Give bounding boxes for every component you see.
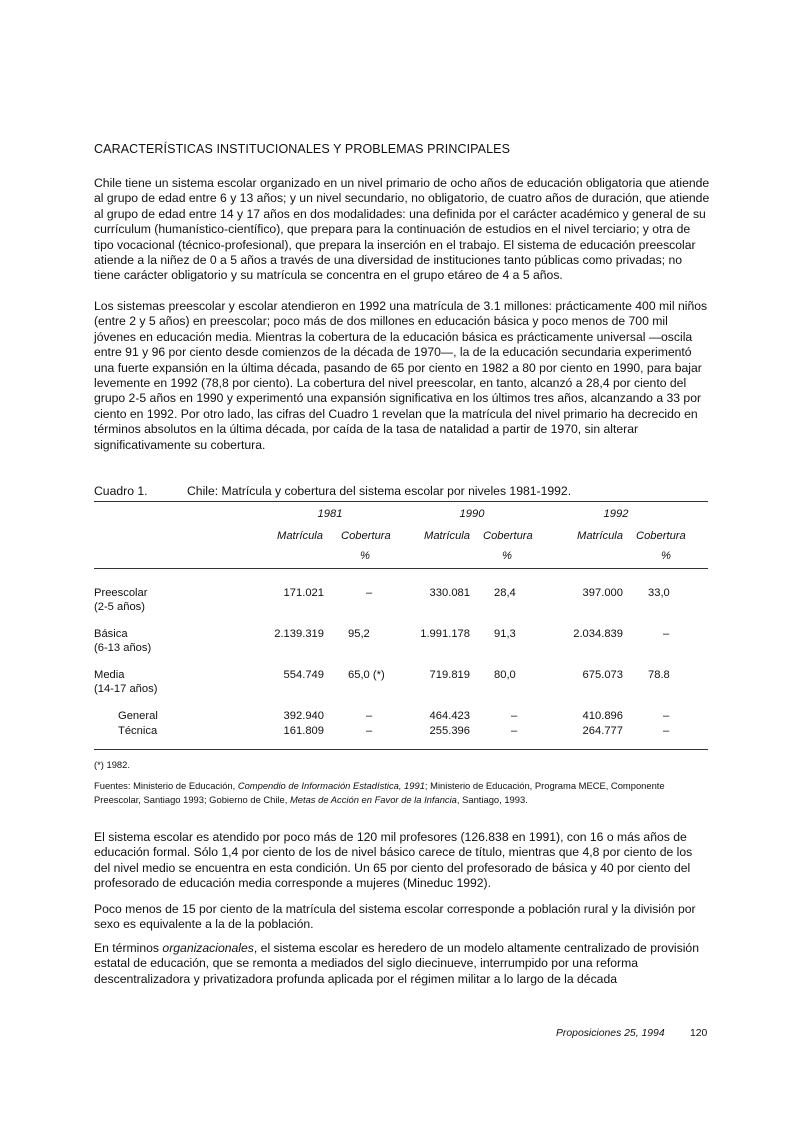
table-cell: – xyxy=(663,628,670,640)
table-cell: 95,2 xyxy=(348,628,370,640)
paragraph-2: Los sistemas preescolar y escolar atendieron en 1992 una matrícula de 3.1 millones: prácticamente 400 mil niños (entre 2 y 5 años) en preescolar; poco más de dos millones en educación básica y poco menos de 700 mil jóvenes en educación media. Mientras la cobertura de la educación básica es prácticamente universal —oscila entre 91 y 96 por ciento desde comienzos de la década de 1970—, la de la educación secundaria experimentó una fuerte expansión en la última década, pasando de 65 por ciento en 1982 a 80 por ciento en 1990, para bajar levemente en 1992 (78,8 por ciento). La cobertura del nivel preescolar, en tanto, alcanzó a 28,4 por ciento del grupo 2-5 años en 1990 y experimentó una expansión significativa en los últimos tres años, alcanzando a 33 por ciento en 1992. Por otro lado, las cifras del Cuadro 1 revelan que la matrícula del nivel primario ha decrecido en términos absolutos en la última década, por caída de la tasa de natalidad a partir de 1970, sin alterar significativamente su cobertura. xyxy=(94,299,708,452)
table-cell: 397.000 xyxy=(582,587,623,599)
table-caption-title: Chile: Matrícula y cobertura del sistema escolar por niveles 1981-1992. xyxy=(187,484,572,498)
table-cell: 719.819 xyxy=(429,669,470,681)
table-cell: – xyxy=(663,725,670,737)
pct-1981: % xyxy=(360,550,370,562)
table-cell: 33,0 xyxy=(648,587,670,599)
table-cell: – xyxy=(511,725,518,737)
table-cell: 171.021 xyxy=(283,587,324,599)
table-header-rule xyxy=(94,568,708,569)
table-cell: 554.749 xyxy=(283,669,324,681)
row-sub-media: (14-17 años) xyxy=(94,683,158,695)
pct-1990: % xyxy=(502,550,512,562)
paragraph-3: El sistema escolar es atendido por poco más de 120 mil profesores (126.838 en 1991), con 16 o más años de educación formal. Sólo 1,4 por ciento de los de nivel básico carece de título, mientras que 4,8 por ciento de los del nivel medio se encuentra en esta condición. Un 65 por ciento del profesorado de básica y 40 por ciento del profesorado de educación media corresponde a mujeres (Mineduc 1992). xyxy=(94,830,693,891)
table-top-rule xyxy=(94,501,708,502)
table-cell: 78.8 xyxy=(648,669,670,681)
footer-journal: Proposiciones 25, 1994 xyxy=(556,1028,665,1039)
section-heading: CARACTERÍSTICAS INSTITUCIONALES Y PROBLEMAS PRINCIPALES xyxy=(94,142,511,156)
table-sources: Fuentes: Ministerio de Educación, Compendio de Información Estadística, 1991; Ministerio de Educación, Programa MECE, Componente Preescolar, Santiago 1993; Gobierno de Chile, Metas de Acción en Favor de la Infancia, Santiago, 1993. xyxy=(94,780,665,805)
year-1992: 1992 xyxy=(603,508,629,520)
table-caption-label: Cuadro 1. xyxy=(94,484,148,498)
paragraph-1: Chile tiene un sistema escolar organizado en un nivel primario de ocho años de educación obligatoria que atiende al grupo de edad entre 6 y 13 años; y un nivel secundario, no obligatorio, de cuatro años de duración, que atiende al grupo de edad entre 14 y 17 años en dos modalidades: una definida por el carácter académico y general de su currículum (humanístico-científico), que prepara para la continuación de estudios en el nivel terciario; y otra de tipo vocacional (técnico-profesional), que prepara la inserción en el trabajo. El sistema de educación preescolar atiende a la niñez de 0 a 5 años a través de una diversidad de instituciones tanto públicas como privadas; no tiene carácter obligatorio y su matrícula se concentra en el grupo etáreo de 4 a 5 años. xyxy=(94,176,710,283)
table-cell: 161.809 xyxy=(283,725,324,737)
row-sub-basica: (6-13 años) xyxy=(94,642,152,654)
table-cell: – xyxy=(366,725,373,737)
pct-1992: % xyxy=(661,550,671,562)
table-cell: 264.777 xyxy=(582,725,623,737)
col-matricula-1992: Matrícula xyxy=(577,530,624,542)
row-label-preescolar: Preescolar xyxy=(94,587,148,599)
table-cell: 410.896 xyxy=(582,710,623,722)
table-cell: 675.073 xyxy=(582,669,623,681)
year-1990: 1990 xyxy=(459,508,485,520)
table-cell: – xyxy=(663,710,670,722)
col-cobertura-1990: Cobertura xyxy=(483,530,533,542)
table-cell: 255.396 xyxy=(429,725,470,737)
table-cell: 80,0 xyxy=(494,669,516,681)
table-footnote: (*) 1982. xyxy=(94,759,130,770)
table-cell: – xyxy=(366,587,373,599)
table-cell: 2.139.319 xyxy=(274,628,324,640)
row-label-general: General xyxy=(118,710,158,722)
row-sub-preescolar: (2-5 años) xyxy=(94,601,145,613)
year-1981: 1981 xyxy=(317,508,343,520)
table-bottom-rule xyxy=(94,749,708,750)
col-cobertura-1981: Cobertura xyxy=(341,530,391,542)
paragraph-4: Poco menos de 15 por ciento de la matrícula del sistema escolar corresponde a población rural y la división por sexo es equivalente a la de la población. xyxy=(94,902,696,932)
table-cell: 330.081 xyxy=(429,587,470,599)
table-cell: 91,3 xyxy=(494,628,516,640)
col-matricula-1981: Matrícula xyxy=(277,530,324,542)
table-cell: 28,4 xyxy=(494,587,516,599)
col-cobertura-1992: Cobertura xyxy=(636,530,686,542)
row-label-media: Media xyxy=(94,669,125,681)
table-cell: – xyxy=(366,710,373,722)
paragraph-5: En términos organizacionales, el sistema escolar es heredero de un modelo altamente centralizado de provisión estatal de educación, que se remonta a mediados del siglo diecinueve, interrumpido por una reforma descentralizadora y privatizadora profunda aplicada por el régimen militar a lo largo de la década xyxy=(94,941,699,986)
table-cell: 65,0 (*) xyxy=(348,669,385,681)
row-label-tecnica: Técnica xyxy=(118,725,158,737)
table-cell: 464.423 xyxy=(429,710,470,722)
row-label-basica: Básica xyxy=(94,628,128,640)
col-matricula-1990: Matrícula xyxy=(424,530,471,542)
table-cell: 2.034.839 xyxy=(573,628,623,640)
page-number: 120 xyxy=(690,1028,708,1039)
table-cell: 392.940 xyxy=(283,710,324,722)
table-cell: 1.991.178 xyxy=(420,628,470,640)
table-cell: – xyxy=(511,710,518,722)
